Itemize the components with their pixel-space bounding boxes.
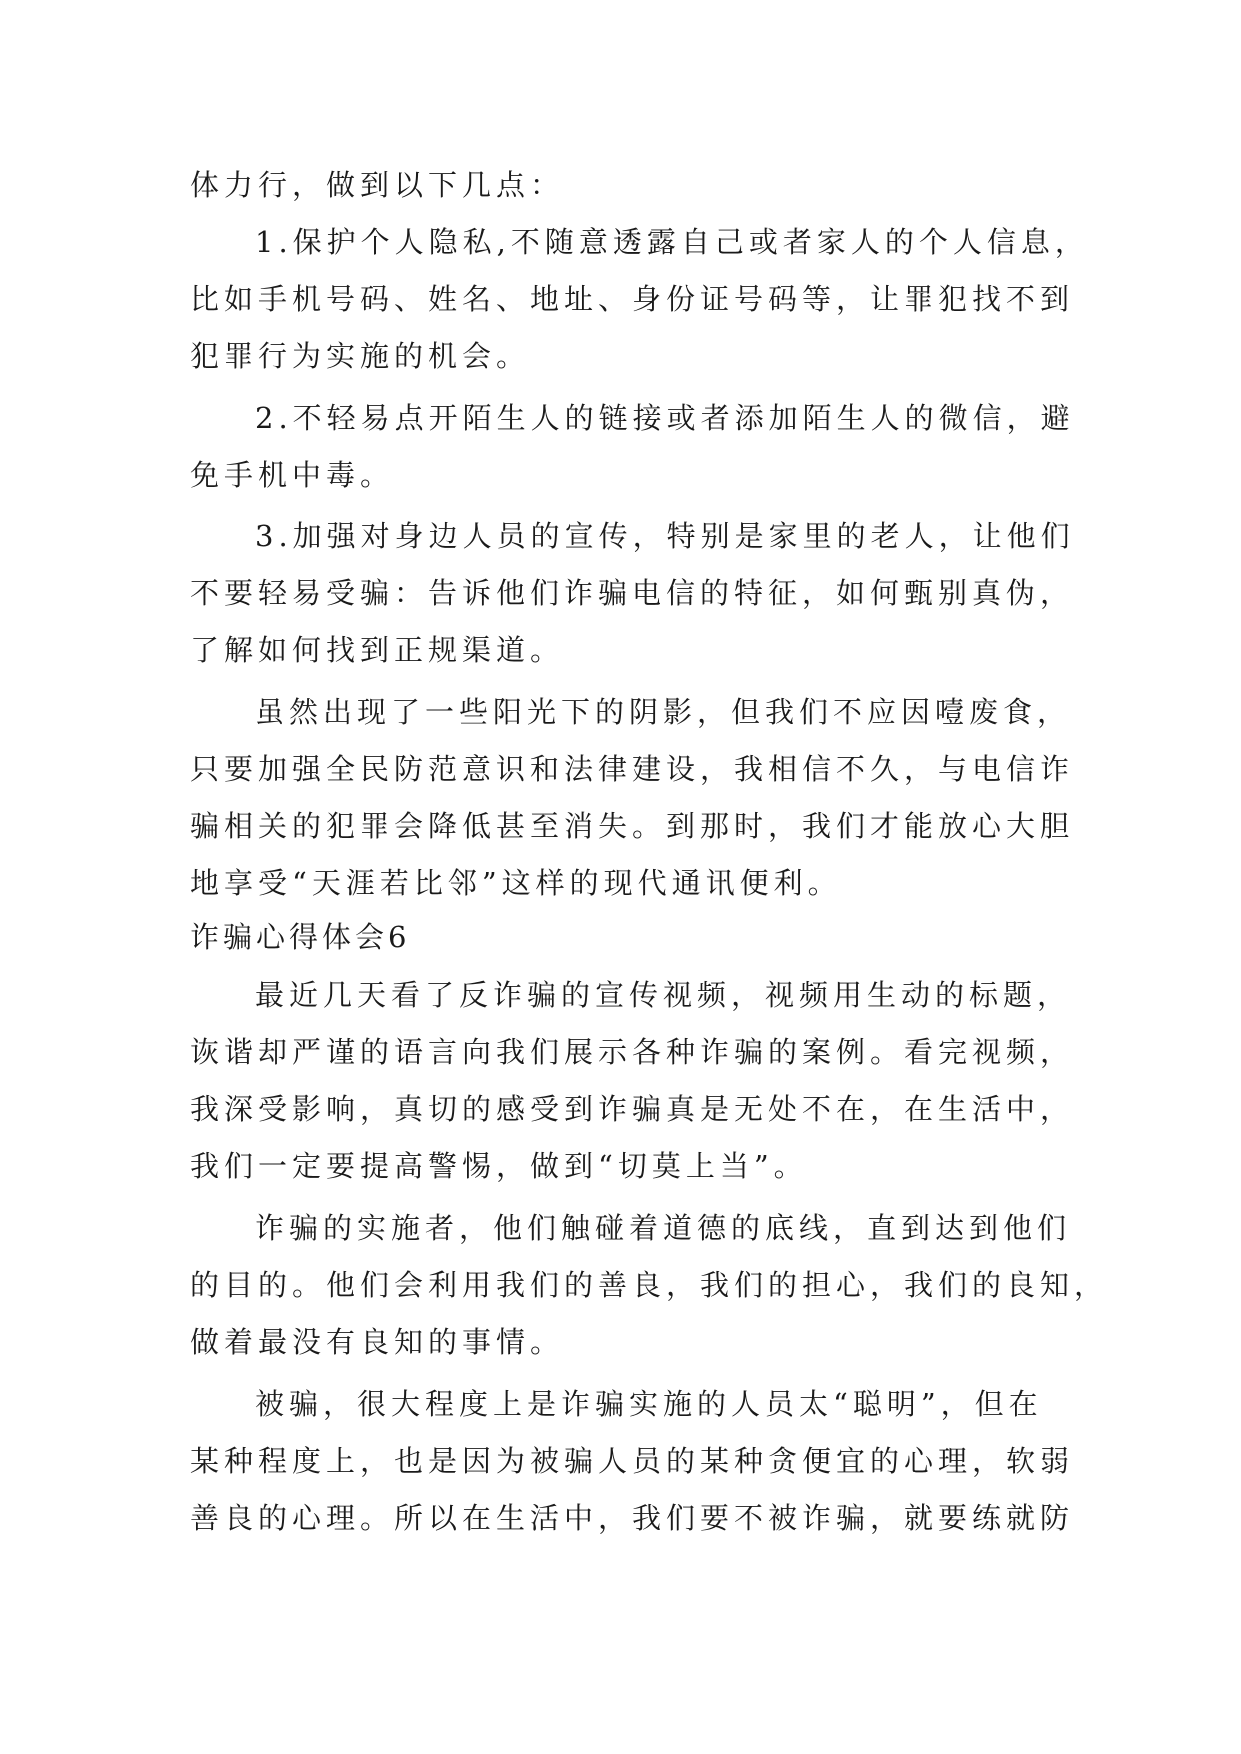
paragraph-line: 最近几天看了反诈骗的宣传视频，视频用生动的标题， <box>255 978 1072 1012</box>
paragraph-line: 骗相关的犯罪会降低甚至消失。到那时，我们才能放心大胆 <box>190 809 1075 843</box>
paragraph-line: 虽然出现了一些阳光下的阴影，但我们不应因噎废食， <box>255 695 1072 729</box>
paragraph-line: 某种程度上，也是因为被骗人员的某种贪便宜的心理，软弱 <box>190 1444 1075 1478</box>
paragraph-line: 只要加强全民防范意识和法律建设，我相信不久，与电信诈 <box>190 752 1075 786</box>
list-item-1-line: 1.保护个人隐私,不随意透露自己或者家人的个人信息， <box>255 225 1089 259</box>
paragraph-line: 被骗，很大程度上是诈骗实施的人员太“聪明”，但在 <box>255 1387 1043 1421</box>
list-item-1-line: 比如手机号码、姓名、地址、身份证号码等，让罪犯找不到 <box>190 282 1075 316</box>
paragraph-line: 做着最没有良知的事情。 <box>190 1325 565 1359</box>
list-item-3-line: 了解如何找到正规渠道。 <box>190 633 565 667</box>
list-item-2-line: 免手机中毒。 <box>190 458 395 492</box>
paragraph-line: 我深受影响，真切的感受到诈骗真是无处不在，在生活中， <box>190 1092 1075 1126</box>
list-item-3-line: 不要轻易受骗：告诉他们诈骗电信的特征，如何甄别真伪， <box>190 576 1075 610</box>
paragraph-line: 体力行，做到以下几点： <box>190 168 565 202</box>
section-heading: 诈骗心得体会6 <box>190 920 411 954</box>
list-item-1-line: 犯罪行为实施的机会。 <box>190 339 531 373</box>
paragraph-line: 的目的。他们会利用我们的善良，我们的担心，我们的良知， <box>190 1268 1109 1302</box>
paragraph-line: 诈骗的实施者，他们触碰着道德的底线，直到达到他们 <box>255 1211 1072 1245</box>
paragraph-line: 善良的心理。所以在生活中，我们要不被诈骗，就要练就防 <box>190 1501 1075 1535</box>
paragraph-line: 地享受“天涯若比邻”这样的现代通讯便利。 <box>190 866 842 900</box>
paragraph-line: 我们一定要提高警惕，做到“切莫上当”。 <box>190 1149 808 1183</box>
paragraph-line: 诙谐却严谨的语言向我们展示各种诈骗的案例。看完视频， <box>190 1035 1075 1069</box>
list-item-2-line: 2.不轻易点开陌生人的链接或者添加陌生人的微信，避 <box>255 401 1075 435</box>
list-item-3-line: 3.加强对身边人员的宣传，特别是家里的老人，让他们 <box>255 519 1075 553</box>
